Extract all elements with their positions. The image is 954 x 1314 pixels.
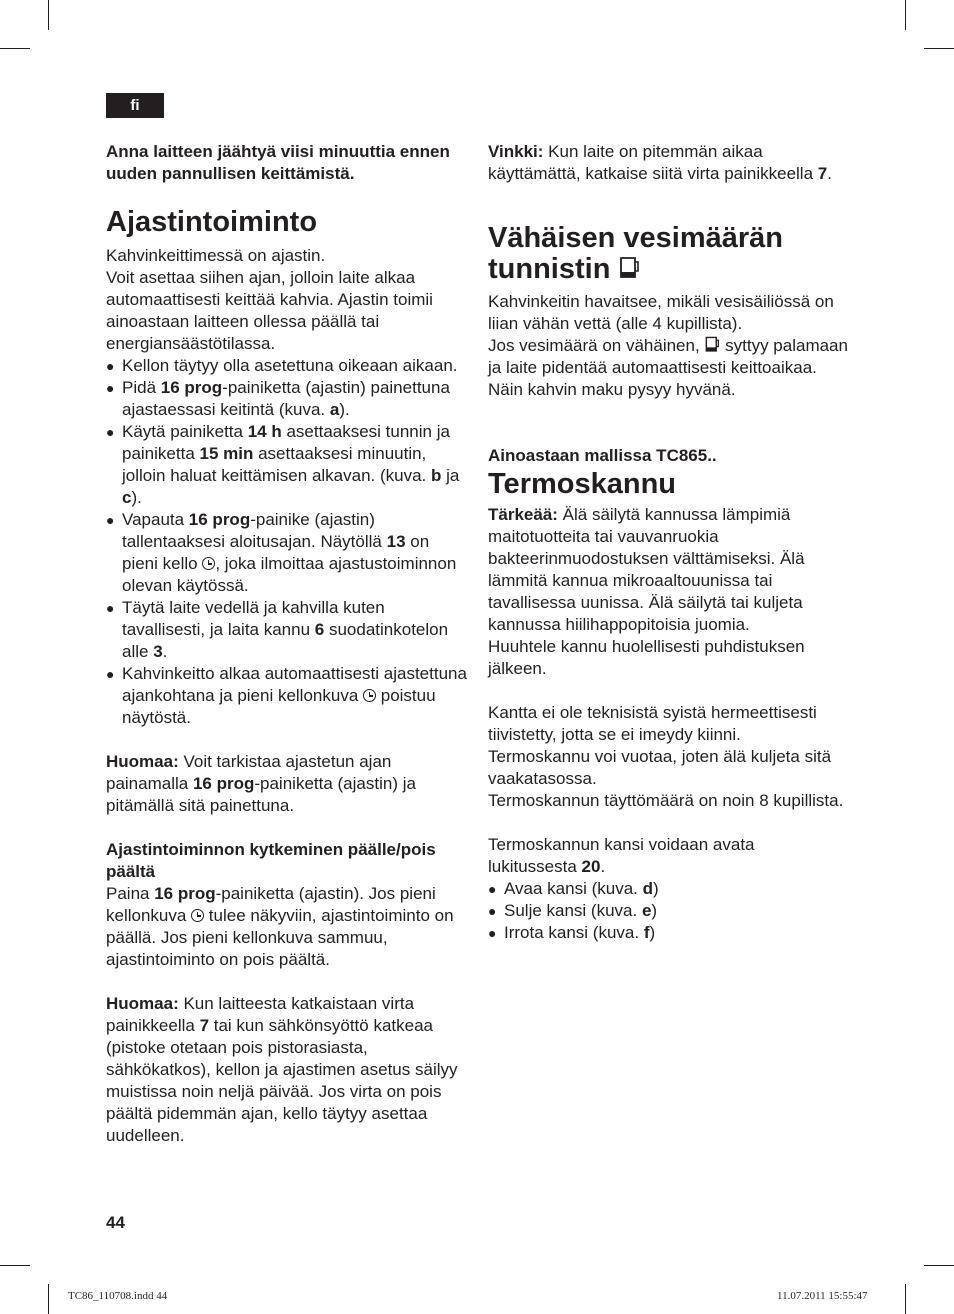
footer-datetime: 11.07.2011 15:55:47	[777, 1290, 868, 1302]
list-item: ● Kahvinkeitto alkaa automaattisesti ajastettuna ajankohtana ja pieni kellonkuva poistuu näytöstä.	[106, 663, 468, 729]
water-jug-icon	[704, 336, 720, 353]
footer-filename: TC86_110708.indd 44	[68, 1290, 168, 1302]
page-number: 44	[106, 1213, 125, 1232]
paragraph: Termoskannun kansi voidaan avata lukitussesta 20.	[488, 835, 755, 876]
section-heading-low-water: Vähäisen vesimäärän tunnistin	[488, 222, 784, 285]
paragraph: Huuhtele kannu huolellisesti puhdistuksen jälkeen.	[488, 637, 805, 678]
important-paragraph: Tärkeää: Älä säilytä kannussa lämpimiä maitotuotteita tai vauvanruokia bakteerinmuodostuksen välttämiseksi. Älä lämmitä kannua mikroaaltouunissa tai tavallisessa uunissa. Älä säilytä tai kuljeta kannussa hiilihappopitoisia juomia.	[488, 505, 805, 634]
crop-mark	[905, 0, 906, 30]
tip-paragraph: Vinkki: Kun laite on pitemmän aikaa käyttämättä, katkaise siitä virta painikkeella 7.	[488, 142, 832, 183]
note-paragraph: Huomaa: Voit tarkistaa ajastetun ajan painamalla 16 prog-painiketta (ajastin) ja pitämällä sitä painettuna.	[106, 752, 416, 815]
subheading-timer-toggle: Ajastintoiminnon kytkeminen päälle/pois päältä	[106, 840, 436, 881]
cooldown-note: Anna laitteen jäähtyä viisi minuuttia ennen uuden pannullisen keittämistä.	[106, 142, 450, 183]
water-jug-icon	[618, 256, 640, 280]
timer-steps-list	[106, 355, 468, 729]
clock-icon	[202, 557, 215, 570]
paragraph: Paina 16 prog-painiketta (ajastin). Jos pieni kellonkuva tulee näkyviin, ajastintoiminto on päällä. Jos pieni kellonkuva sammuu, ajastintoiminto on pois päältä.	[106, 884, 454, 969]
list-item: ● Kellon täytyy olla asetettuna oikeaan aikaan.	[106, 355, 468, 377]
note-paragraph: Huomaa: Kun laitteesta katkaistaan virta painikkeella 7 tai kun sähkönsyöttö katkeaa (pistoke otetaan pois pistorasiasta, sähkökatkos), kellon ja ajastimen asetus säilyy muistissa noin neljä päivää. Jos virta on pois päältä pidemmän ajan, kello täytyy asettaa uudelleen.	[106, 994, 458, 1145]
list-item: ● Vapauta 16 prog-painike (ajastin) tallentaaksesi aloitusajan. Näytöllä 13 on pieni kello , joka ilmoittaa ajastustoiminnon olevan käytössä.	[106, 509, 468, 597]
paragraph: Voit asettaa siihen ajan, jolloin laite alkaa automaattisesti keittää kahvia. Ajastin toimii ainoastaan laitteen ollessa päällä tai energiansäästötilassa.	[106, 268, 433, 353]
crop-mark	[48, 0, 49, 30]
right-column	[488, 141, 848, 944]
paragraph: Termoskannu voi vuotaa, joten älä kuljeta sitä vaakatasossa.	[488, 747, 832, 788]
list-item: ● Sulje kansi (kuva. e)	[488, 900, 848, 922]
paragraph: Kahvinkeitin havaitsee, mikäli vesisäiliössä on liian vähän vettä (alle 4 kupillista).	[488, 292, 834, 333]
paragraph: Jos vesimäärä on vähäinen, syttyy palamaan ja laite pidentää automaattisesti keittoaikaa. Näin kahvin maku pysyy hyvänä.	[488, 336, 848, 399]
clock-icon	[363, 689, 376, 702]
model-note: Ainoastaan mallissa TC865..	[488, 446, 717, 465]
list-item: ● Käytä painiketta 14 h asettaaksesi tunnin ja painiketta 15 min asettaaksesi minuutin, jolloin haluat keittämisen alkavan. (kuva. b ja c).	[106, 421, 468, 509]
section-heading-timer: Ajastintoiminto	[106, 206, 318, 238]
crop-mark	[924, 48, 954, 49]
list-item: ● Pidä 16 prog-painiketta (ajastin) painettuna ajastaessasi keitintä (kuva. a).	[106, 377, 468, 421]
list-item: ● Irrota kansi (kuva. f)	[488, 922, 848, 944]
paragraph: Kantta ei ole teknisistä syistä hermeettisesti tiivistetty, jotta se ei imeydy kiinni.	[488, 703, 817, 744]
crop-mark	[0, 1265, 30, 1266]
list-item: ● Avaa kansi (kuva. d)	[488, 878, 848, 900]
clock-icon	[191, 909, 204, 922]
crop-mark	[924, 1265, 954, 1266]
list-item: ● Täytä laite vedellä ja kahvilla kuten tavallisesti, ja laita kannu 6 suodatinkotelon alle 3.	[106, 597, 468, 663]
lid-steps-list	[488, 878, 848, 944]
crop-mark	[905, 1284, 906, 1314]
paragraph: Kahvinkeittimessä on ajastin.	[106, 246, 326, 265]
section-heading-thermos: Termoskannu	[488, 468, 677, 500]
crop-mark	[0, 48, 30, 49]
language-tab: fi	[106, 93, 164, 118]
crop-mark	[48, 1284, 49, 1314]
paragraph: Termoskannun täyttömäärä on noin 8 kupillista.	[488, 791, 844, 810]
left-column	[106, 141, 468, 1147]
